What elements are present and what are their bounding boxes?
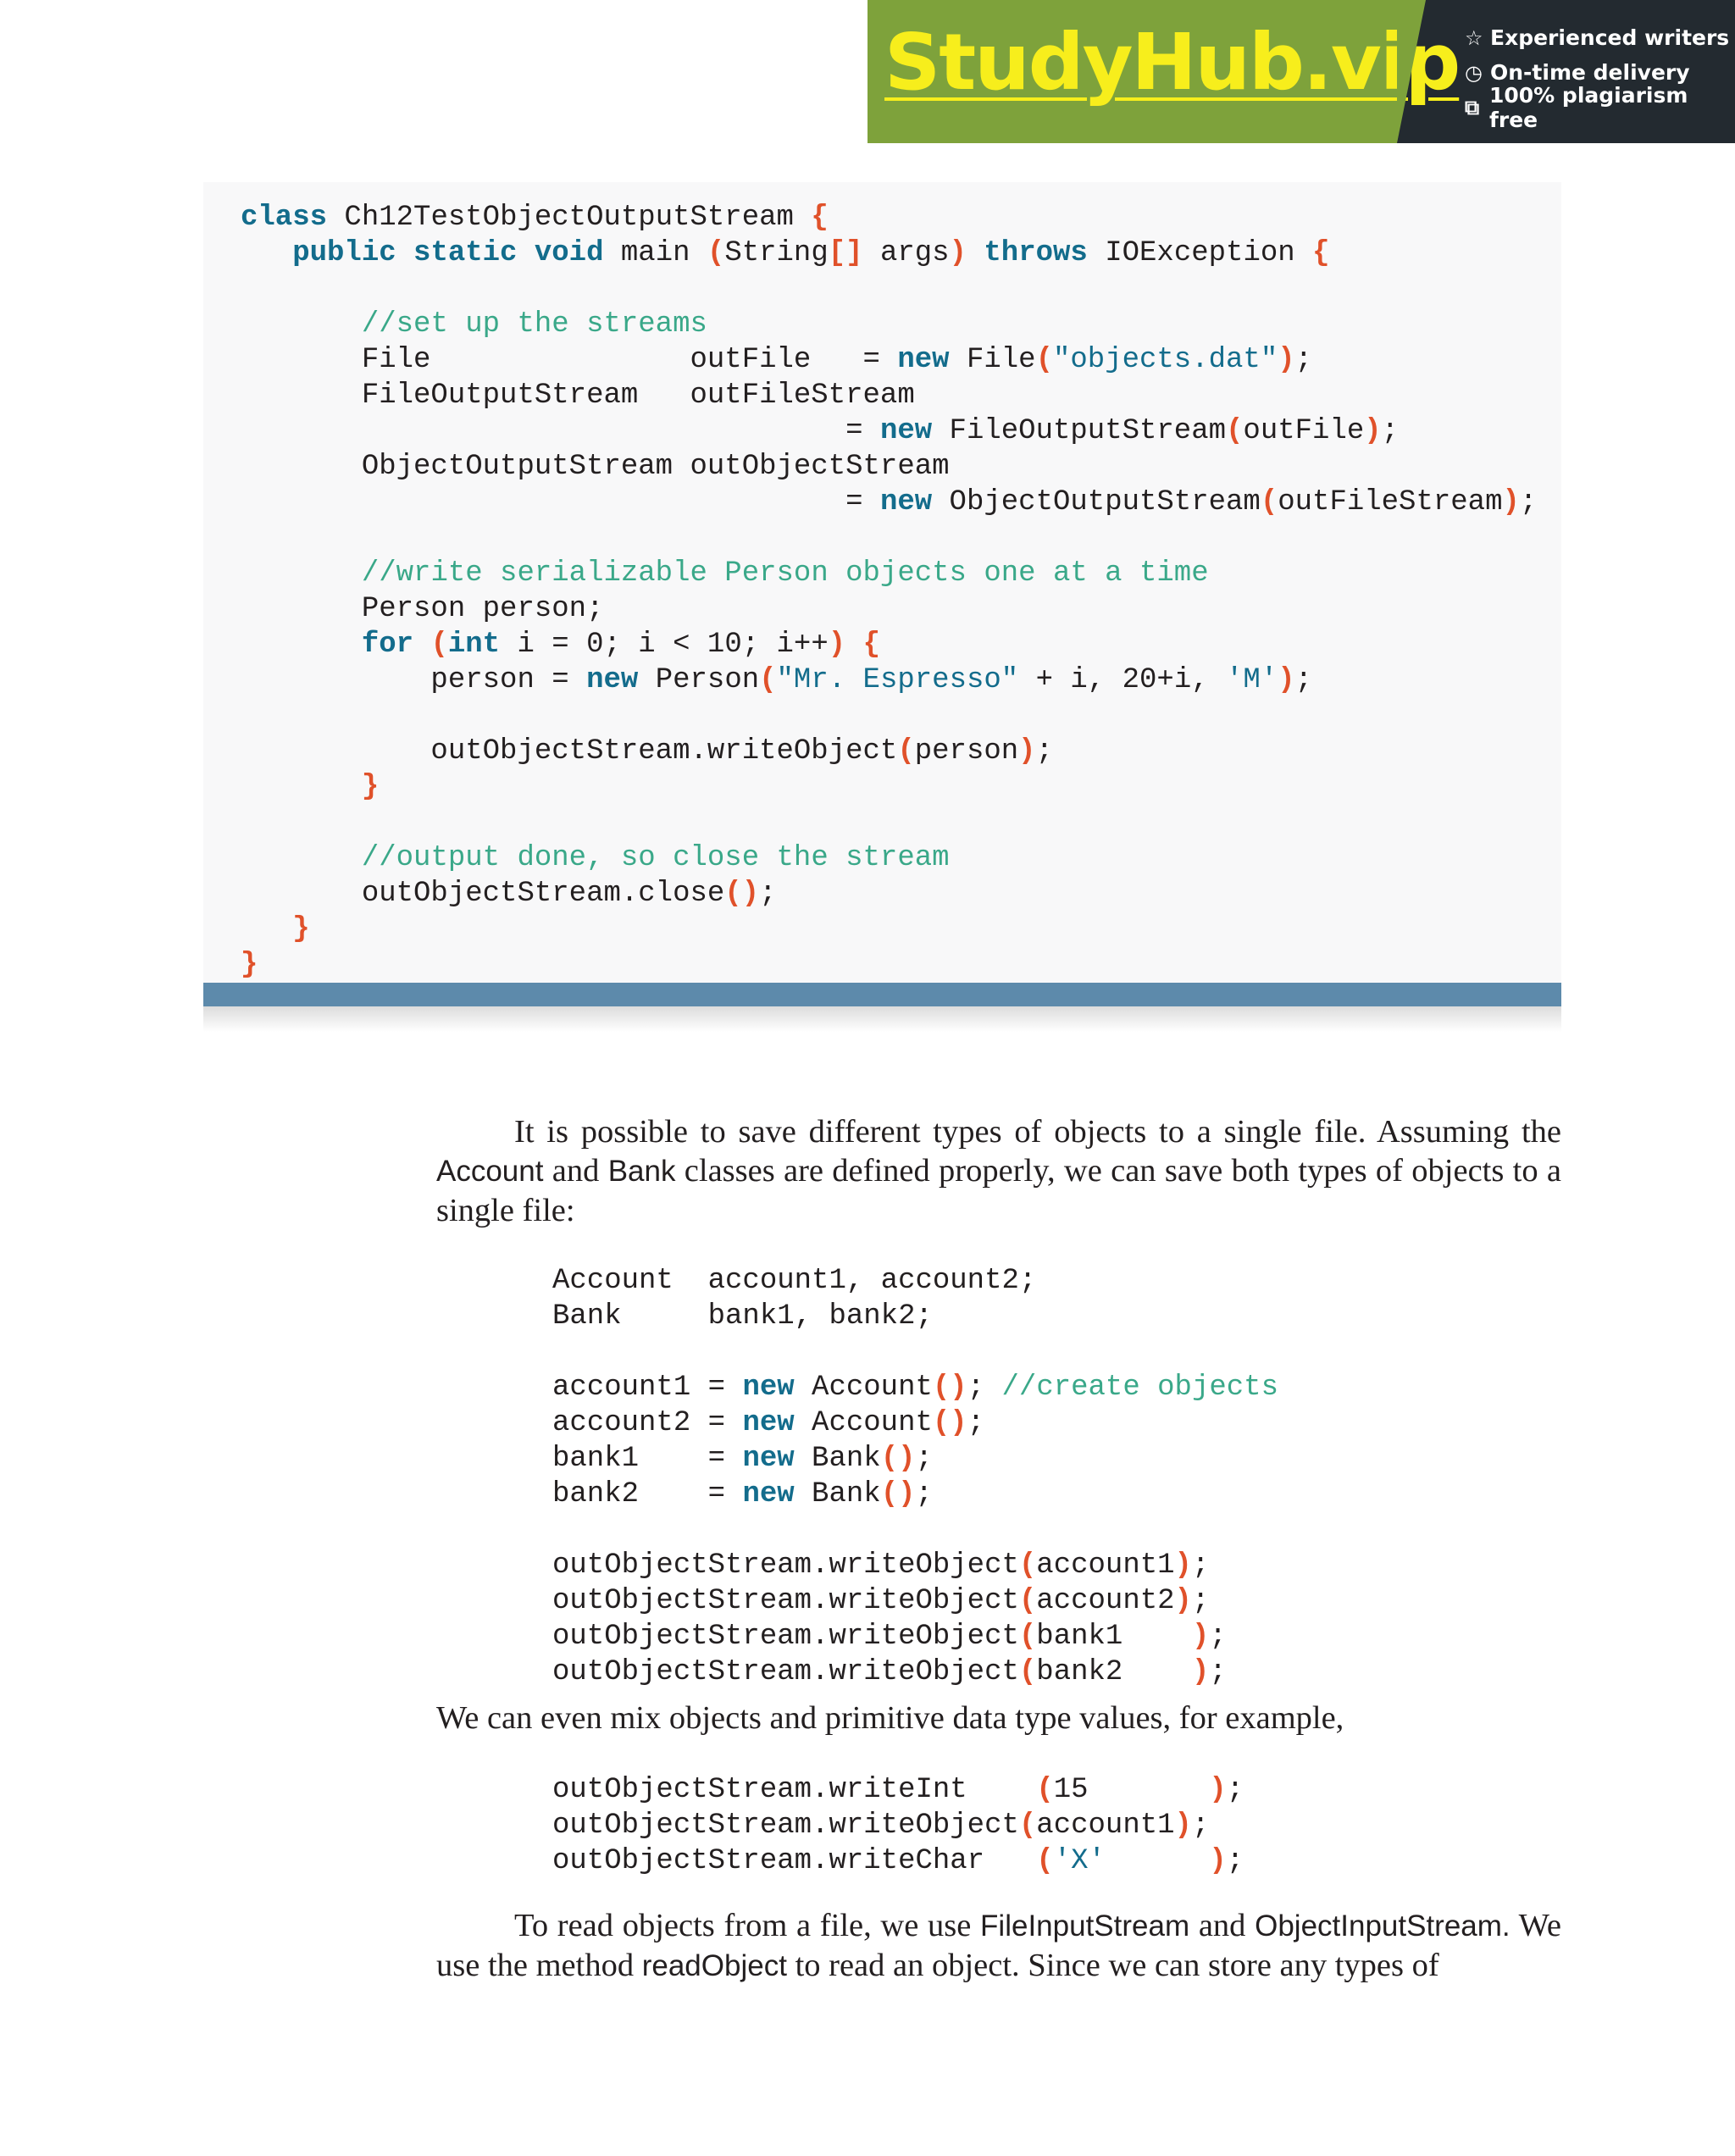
- inline-code: Account: [436, 1155, 544, 1188]
- code-comment: //set up the streams: [361, 308, 707, 341]
- paragraph-text: classes are defined properly, we can save both types of objects to a single file:: [436, 1153, 1562, 1228]
- feature-text: 100% plagiarism free: [1488, 82, 1688, 132]
- clock-icon: ◷: [1465, 60, 1483, 85]
- inline-code: Bank: [607, 1155, 676, 1188]
- inline-code: readObject: [641, 1949, 787, 1982]
- code-char: 'M': [1226, 664, 1278, 696]
- paragraph-mix-objects: We can even mix objects and primitive data type values, for example,: [436, 1700, 1344, 1736]
- paragraph-text: to read an object. Since we can store any types of: [795, 1948, 1439, 1983]
- code-listing-account-bank: Account account1, account2; Bank bank1, bank2; account1 = new Account(); //create objects account2 = new Account(); bank1 = new Bank(); bank2 = new Bank(); outObjectStream.writeObject(account1); outObjectStream.writeObject(account2); outObjectStream.writeObject(bank1 ); outObjectStream.writeObject(bank2 );: [552, 1265, 1278, 1688]
- code-char: 'X': [1053, 1845, 1106, 1877]
- panel-shadow: [203, 1006, 1561, 1032]
- inline-code: ObjectInputStream.: [1255, 1909, 1511, 1943]
- code-listing-mixed-write: outObjectStream.writeInt (15 ); outObjectStream.writeObject(account1); outObjectStream.writeChar ('X' );: [552, 1774, 1244, 1877]
- paragraph-read-objects: [436, 1906, 1561, 1986]
- code-listing-person-output: class Ch12TestObjectOutputStream { public static void main (String[] args) throws IOException { //set up the streams File outFile = new File("objects.dat"); FileOutputStream outFileStream = new FileOutputStream(outFile); ObjectOutputStream outObjectStream = new ObjectOutputStream(outFileStream); //write serializable Person objects one at a time Person person; for (int i = 0; i < 10; i++) { person = new Person("Mr. Espresso" + i, 20+i, 'M'); outObjectStream.writeObject(person); } //output done, so close the stream outObjectStream.close(); } }: [241, 202, 1538, 981]
- feature-row: [1465, 82, 1735, 132]
- code-string: "Mr. Espresso": [776, 664, 1019, 696]
- brand-name: StudyHub.vip: [884, 17, 1460, 108]
- star-icon: ☆: [1465, 25, 1483, 50]
- feature-text: Experienced writers: [1490, 25, 1730, 50]
- feature-text: On-time delivery: [1490, 60, 1690, 85]
- feature-row: [1465, 20, 1735, 55]
- code-string: "objects.dat": [1052, 344, 1278, 376]
- code-comment: //create objects: [1001, 1372, 1278, 1404]
- paragraph-text: To read objects from a file, we use: [514, 1908, 972, 1943]
- studyhub-logo[interactable]: [868, 0, 1460, 143]
- paragraph-text: It is possible to save different types of objects to a single file. Assuming the: [514, 1114, 1561, 1150]
- paragraph-text: and: [552, 1153, 600, 1189]
- inline-code: FileInputStream: [980, 1909, 1190, 1943]
- code-comment: //output done, so close the stream: [361, 842, 950, 874]
- copy-icon: ⧉: [1465, 95, 1480, 119]
- code-comment: //write serializable Person objects one at a time: [361, 557, 1209, 590]
- paragraph-save-different-types: [436, 1112, 1561, 1230]
- paragraph-text: We use the method: [436, 1908, 1562, 1983]
- studyhub-banner[interactable]: [868, 0, 1735, 143]
- paragraph-text: and: [1198, 1908, 1246, 1943]
- panel-divider: [203, 983, 1561, 1006]
